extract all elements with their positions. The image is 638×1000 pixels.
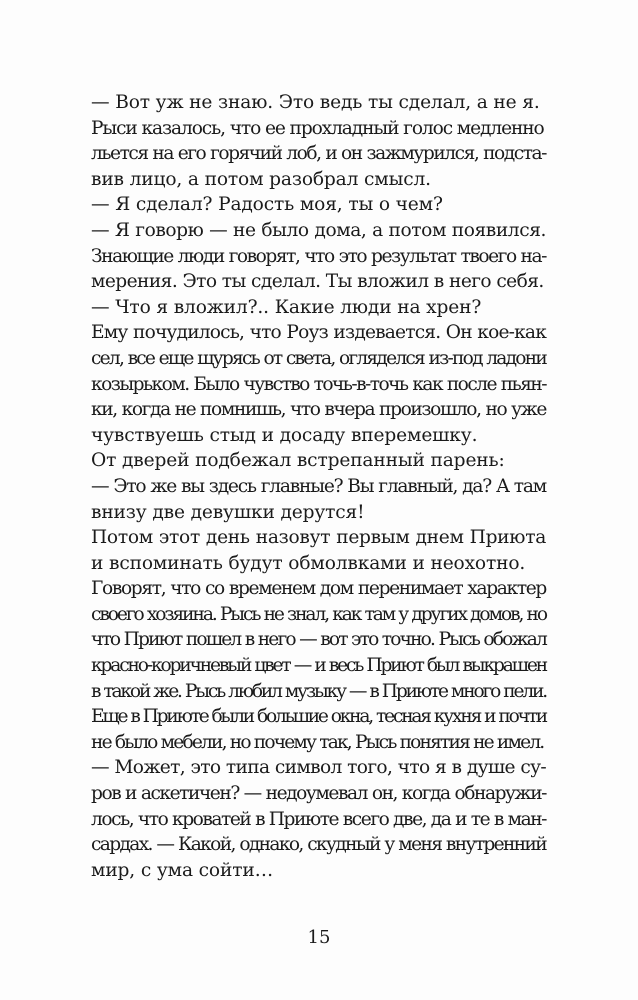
text-line: чувствуешь стыд и досаду вперемешку. [91, 424, 478, 446]
text-line: Говорят, что со временем дом перенимает характер [91, 578, 546, 600]
text-line: козырьком. Было чувство точь-в-точь как после пьян- [91, 373, 546, 395]
text-line: Еще в Приюте были большие окна, тесная кухня и почти [91, 706, 546, 728]
text-line: мерения. Это ты сделал. Ты вложил в него себя. [91, 271, 544, 293]
text-line: Знающие люди говорят, что это результат твоего на- [91, 245, 546, 267]
text-line: внизу две девушки дерутся! [91, 501, 365, 523]
text-line: Потом этот день назовут первым днем Приюта [91, 527, 546, 549]
text-line: сел, все еще щурясь от света, огляделся из-под ладони [91, 347, 546, 369]
page-number: 15 [307, 927, 331, 948]
body-text [91, 90, 546, 883]
text-line: лось, что кроватей в Приюте всего две, да и те в ман- [91, 808, 546, 830]
text-line: своего хозяина. Рысь не знал, как там у других домов, но [91, 603, 546, 625]
text-line: что Приют пошел в него — вот это точно. Рысь обожал [91, 629, 546, 651]
text-line: Рыси казалось, что ее прохладный голос медленно [91, 117, 544, 139]
text-line: ров и аскетичен? — недоумевал он, когда обнаружи- [91, 783, 546, 805]
text-line: не было мебели, но почему так, Рысь понятия не имел. [91, 731, 544, 753]
text-line: Ему почудилось, что Роуз издевается. Он кое-как [91, 322, 546, 344]
text-line: сардах. — Какой, однако, скудный у меня внутренний [91, 834, 546, 856]
text-line: и вспоминать будут обмолвками и неохотно. [91, 552, 526, 574]
text-line: — Это же вы здесь главные? Вы главный, да? А там [91, 475, 546, 497]
text-line: От дверей подбежал встрепанный парень: [91, 450, 505, 472]
text-line: льется на его горячий лоб, и он зажмурился, подста- [91, 143, 546, 165]
text-line: ки, когда не помнишь, что вчера произошло, но уже [91, 399, 546, 421]
text-line: мир, с ума сойти… [91, 859, 274, 881]
text-line: красно-коричневый цвет — и весь Приют был выкрашен [91, 655, 546, 677]
text-line: в такой же. Рысь любил музыку — в Приюте много пели. [91, 680, 546, 702]
text-line: — Вот уж не знаю. Это ведь ты сделал, а не я. [91, 92, 540, 113]
text-line: — Я сделал? Радость моя, ты о чем? [91, 194, 443, 216]
text-line: — Что я вложил?.. Какие люди на хрен? [91, 296, 482, 318]
text-line: вив лицо, а потом разобрал смысл. [91, 168, 431, 190]
text-line: — Может, это типа символ того, что я в душе су- [91, 757, 546, 779]
text-line: — Я говорю — не было дома, а потом появился. [91, 219, 546, 241]
